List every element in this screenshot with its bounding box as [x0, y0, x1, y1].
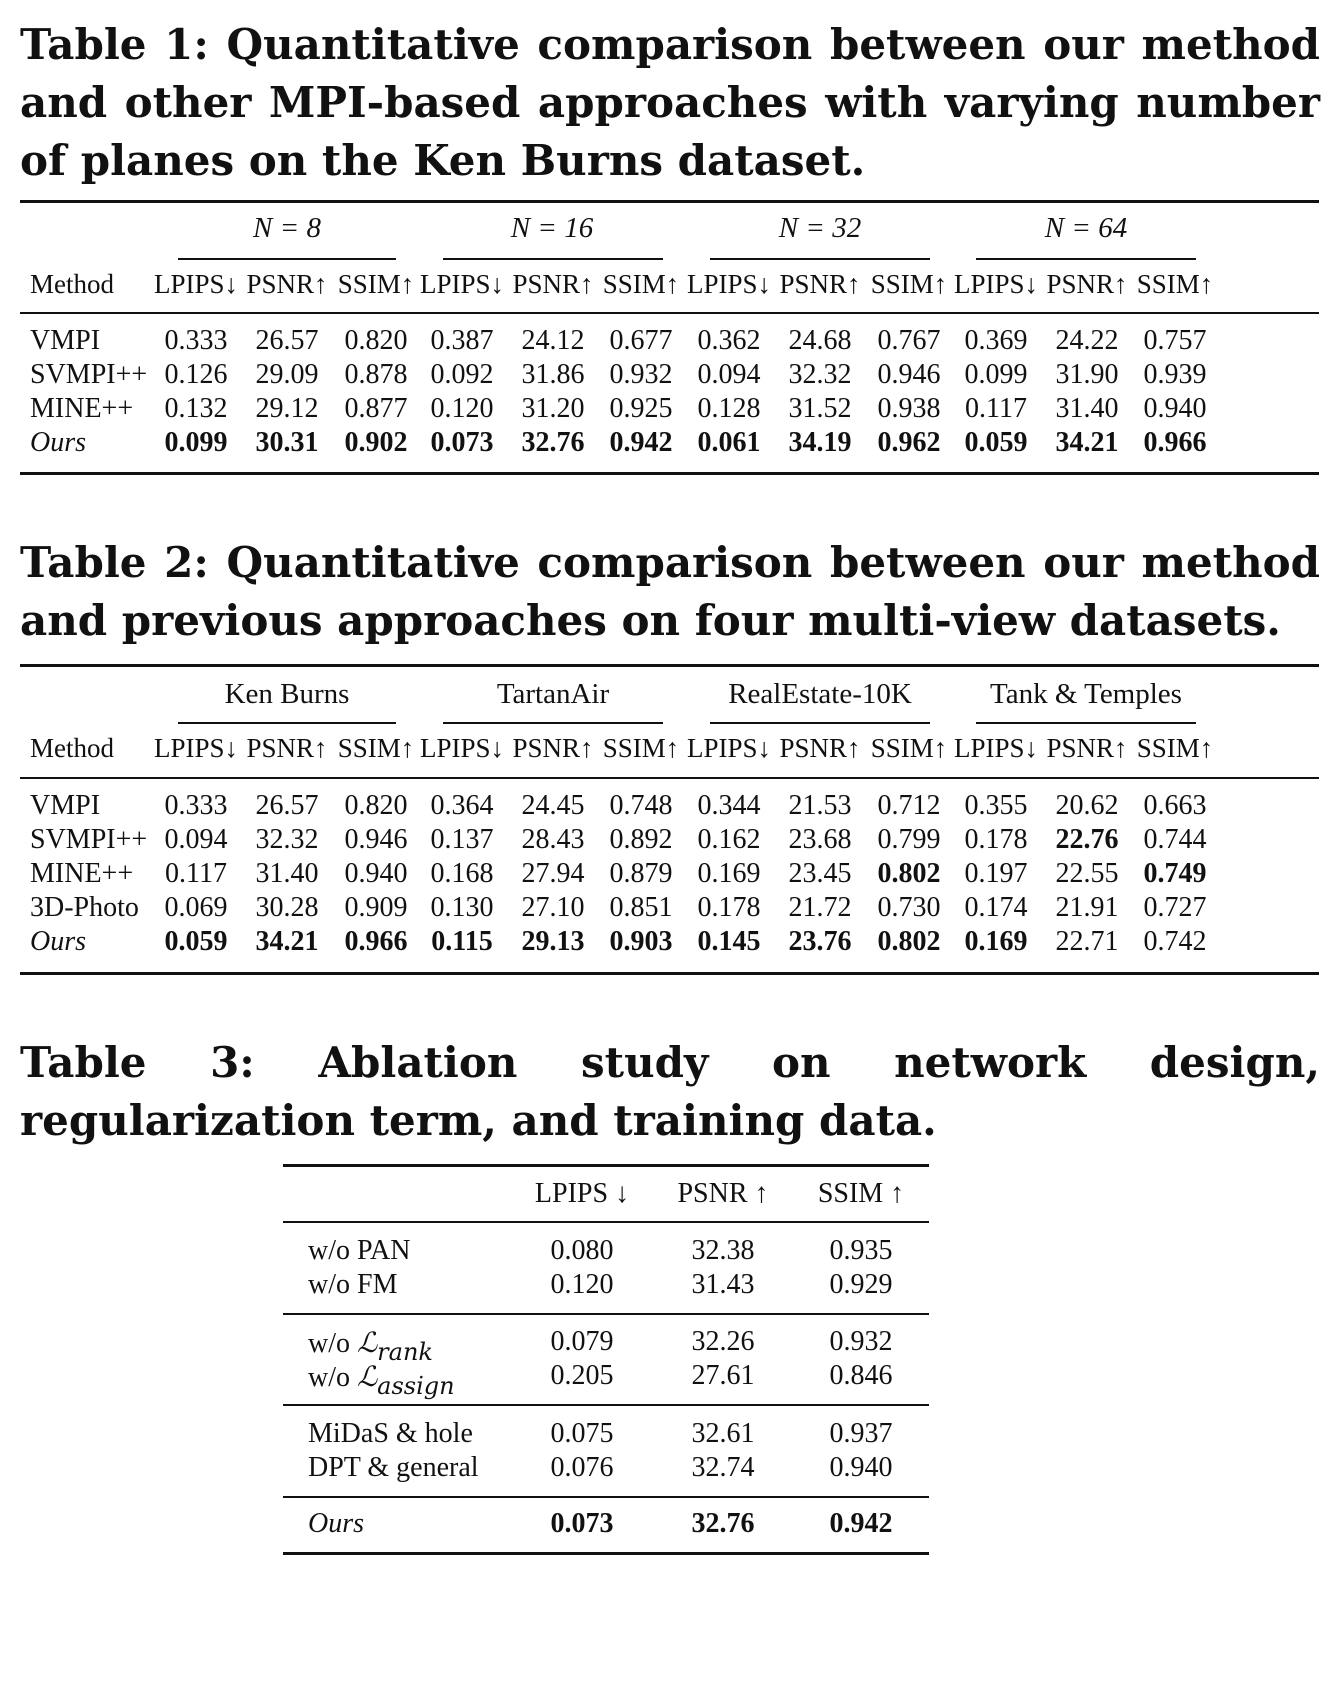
- table-cell: 0.094: [697, 359, 761, 390]
- table-cell: 32.76: [521, 427, 585, 458]
- table1-mid-rule: [20, 312, 1319, 314]
- row-method-label: MINE++: [30, 393, 134, 424]
- table-cell: 32.32: [255, 824, 319, 855]
- table-cell: 0.939: [1143, 359, 1207, 390]
- table2-group-header: TartanAir: [496, 678, 610, 710]
- table3-section-rule: [283, 1496, 929, 1498]
- table-cell: 0.966: [344, 926, 408, 957]
- table-cell: 0.962: [877, 427, 941, 458]
- table-cell: 31.90: [1055, 359, 1119, 390]
- table-cell: 0.132: [164, 393, 228, 424]
- table-cell: 31.20: [521, 393, 585, 424]
- table-cell: 0.059: [164, 926, 228, 957]
- metric-column-header: LPIPS↓: [153, 269, 239, 299]
- table2-group-rule: [178, 722, 396, 724]
- table-cell: 30.28: [255, 892, 319, 923]
- table-cell: 0.942: [609, 427, 673, 458]
- table-cell: 26.57: [255, 790, 319, 821]
- table-cell: 28.43: [521, 824, 585, 855]
- table-cell: 0.938: [877, 393, 941, 424]
- table-cell: 0.061: [697, 427, 761, 458]
- table-cell: 22.76: [1055, 824, 1119, 855]
- table-cell: 29.12: [255, 393, 319, 424]
- table-cell: 24.68: [788, 325, 852, 356]
- method-column-header: Method: [30, 733, 114, 763]
- table-cell: 34.21: [1055, 427, 1119, 458]
- table-cell: 0.851: [609, 892, 673, 923]
- table-cell: 0.120: [550, 1269, 614, 1300]
- row-method-prefix: w/o: [308, 1362, 357, 1393]
- metric-column-header: LPIPS↓: [153, 733, 239, 763]
- table-cell: 0.174: [964, 892, 1028, 923]
- table-cell: 0.073: [430, 427, 494, 458]
- table-cell: 32.26: [691, 1326, 755, 1357]
- table-cell: 0.712: [877, 790, 941, 821]
- table1-group-header: N = 8: [253, 212, 321, 244]
- table-cell: 34.19: [788, 427, 852, 458]
- table-cell: 0.092: [430, 359, 494, 390]
- table-cell: 0.128: [697, 393, 761, 424]
- metric-column-header: SSIM↑: [602, 269, 680, 299]
- table-cell: 32.38: [691, 1235, 755, 1266]
- table-cell: 0.932: [829, 1326, 893, 1357]
- metric-column-header: LPIPS ↓: [534, 1178, 630, 1209]
- table-cell: 0.137: [430, 824, 494, 855]
- table-cell: 0.355: [964, 790, 1028, 821]
- table-cell: 0.799: [877, 824, 941, 855]
- table-cell: 21.53: [788, 790, 852, 821]
- table-cell: 0.727: [1143, 892, 1207, 923]
- table-cell: 24.45: [521, 790, 585, 821]
- table-cell: 32.32: [788, 359, 852, 390]
- row-method-label: [308, 1360, 455, 1400]
- metric-column-header: PSNR↑: [512, 269, 594, 299]
- table2-top-rule: [20, 664, 1319, 667]
- table-cell: 0.387: [430, 325, 494, 356]
- table-cell: 27.10: [521, 892, 585, 923]
- table-cell: 20.62: [1055, 790, 1119, 821]
- table-cell: 0.802: [877, 858, 941, 889]
- table-cell: 0.094: [164, 824, 228, 855]
- table2-caption: Table 2: Quantitative comparison between our method and previous approaches on four multi-view datasets.: [20, 538, 1320, 645]
- table-cell: 0.730: [877, 892, 941, 923]
- metric-column-header: PSNR↑: [1046, 269, 1128, 299]
- row-method-label: Ours: [30, 427, 87, 458]
- table-cell: 0.748: [609, 790, 673, 821]
- table1-group-rule: [443, 258, 663, 260]
- table-cell: 0.178: [697, 892, 761, 923]
- loss-symbol: ℒ: [357, 1360, 378, 1393]
- table-cell: 0.820: [344, 790, 408, 821]
- table3-caption: Table 3: Ablation study on network design, regularization term, and training data.: [20, 1038, 1320, 1145]
- metric-column-header: LPIPS↓: [419, 733, 505, 763]
- loss-subscript: rank: [377, 1338, 433, 1366]
- table-cell: 0.099: [164, 427, 228, 458]
- metric-column-header: LPIPS↓: [686, 269, 772, 299]
- row-method-label: [308, 1326, 433, 1366]
- table-cell: 0.940: [1143, 393, 1207, 424]
- table-cell: 0.362: [697, 325, 761, 356]
- table-cell: 0.942: [829, 1508, 893, 1539]
- table-cell: 0.115: [431, 926, 493, 957]
- metric-column-header: PSNR↑: [779, 733, 861, 763]
- table-cell: 0.076: [550, 1452, 614, 1483]
- table-cell: 0.802: [877, 926, 941, 957]
- table-cell: 0.169: [964, 926, 1028, 957]
- table-cell: 21.91: [1055, 892, 1119, 923]
- table-cell: 0.126: [164, 359, 228, 390]
- table-cell: 30.31: [255, 427, 319, 458]
- metric-column-header: SSIM↑: [602, 733, 680, 763]
- row-method-label: DPT & general: [308, 1452, 479, 1483]
- metric-column-header: SSIM↑: [870, 733, 948, 763]
- table3-bottom-rule: [283, 1552, 929, 1555]
- metric-column-header: SSIM ↑: [817, 1178, 905, 1209]
- table-cell: 0.742: [1143, 926, 1207, 957]
- metric-column-header: SSIM↑: [1136, 733, 1214, 763]
- table-cell: 32.76: [691, 1508, 755, 1539]
- metric-column-header: LPIPS↓: [953, 733, 1039, 763]
- table-cell: 0.117: [965, 393, 1027, 424]
- metric-column-header: SSIM↑: [870, 269, 948, 299]
- table-cell: 27.94: [521, 858, 585, 889]
- table-cell: 22.71: [1055, 926, 1119, 957]
- table-cell: 29.13: [521, 926, 585, 957]
- row-method-label: MiDaS & hole: [308, 1418, 473, 1449]
- table-cell: 0.333: [164, 790, 228, 821]
- table-cell: 23.68: [788, 824, 852, 855]
- table-cell: 0.073: [550, 1508, 614, 1539]
- table3-section-rule: [283, 1313, 929, 1315]
- metric-column-header: PSNR↑: [246, 269, 328, 299]
- table-cell: 0.877: [344, 393, 408, 424]
- table3-top-rule: [283, 1164, 929, 1167]
- table-cell: 29.09: [255, 359, 319, 390]
- table-cell: 0.932: [609, 359, 673, 390]
- table-cell: 0.902: [344, 427, 408, 458]
- table-cell: 0.878: [344, 359, 408, 390]
- table-cell: 0.909: [344, 892, 408, 923]
- table-cell: 0.120: [430, 393, 494, 424]
- table2-group-rule: [443, 722, 663, 724]
- table-cell: 0.940: [829, 1452, 893, 1483]
- table-cell: 23.45: [788, 858, 852, 889]
- table-cell: 0.069: [164, 892, 228, 923]
- row-method-prefix: w/o: [308, 1328, 357, 1359]
- table-cell: 22.55: [1055, 858, 1119, 889]
- table-cell: 0.333: [164, 325, 228, 356]
- table-cell: 0.940: [344, 858, 408, 889]
- table1-group-header: N = 32: [778, 212, 862, 244]
- table-cell: 0.946: [344, 824, 408, 855]
- table-cell: 0.892: [609, 824, 673, 855]
- table-cell: 0.059: [964, 427, 1028, 458]
- table-cell: 0.846: [829, 1360, 893, 1391]
- table-cell: 0.879: [609, 858, 673, 889]
- row-method-label: w/o PAN: [308, 1235, 411, 1266]
- row-method-label: MINE++: [30, 858, 134, 889]
- row-method-label: VMPI: [30, 325, 101, 356]
- metric-column-header: SSIM↑: [1136, 269, 1214, 299]
- table-cell: 0.080: [550, 1235, 614, 1266]
- table2-group-header: Ken Burns: [224, 678, 350, 710]
- table-cell: 32.74: [691, 1452, 755, 1483]
- row-method-label: w/o FM: [308, 1269, 398, 1300]
- table1-group-header: N = 64: [1044, 212, 1128, 244]
- table-cell: 31.40: [255, 858, 319, 889]
- metric-column-header: PSNR↑: [1046, 733, 1128, 763]
- table1-top-rule: [20, 200, 1319, 203]
- loss-symbol: ℒ: [357, 1326, 378, 1359]
- table-cell: 0.099: [964, 359, 1028, 390]
- method-column-header: Method: [30, 269, 114, 299]
- table2-group-rule: [710, 722, 930, 724]
- table3-mid-rule: [283, 1221, 929, 1223]
- row-method-label: VMPI: [30, 790, 101, 821]
- table-cell: 0.197: [964, 858, 1028, 889]
- row-method-label: SVMPI++: [30, 359, 148, 390]
- table-cell: 31.40: [1055, 393, 1119, 424]
- metric-column-header: PSNR↑: [512, 733, 594, 763]
- table-cell: 0.169: [697, 858, 761, 889]
- table-cell: 0.966: [1143, 427, 1207, 458]
- table-cell: 27.61: [691, 1360, 755, 1391]
- table-cell: 24.12: [521, 325, 585, 356]
- table-cell: 0.677: [609, 325, 673, 356]
- table-cell: 24.22: [1055, 325, 1119, 356]
- table-cell: 31.43: [691, 1269, 755, 1300]
- table2-group-rule: [976, 722, 1196, 724]
- table-cell: 0.937: [829, 1418, 893, 1449]
- row-method-label: Ours: [30, 926, 87, 957]
- table-cell: 34.21: [255, 926, 319, 957]
- table-cell: 0.767: [877, 325, 941, 356]
- table-cell: 0.344: [697, 790, 761, 821]
- table-cell: 0.903: [609, 926, 673, 957]
- table-cell: 0.744: [1143, 824, 1207, 855]
- table-cell: 0.946: [877, 359, 941, 390]
- row-method-label: Ours: [308, 1508, 365, 1539]
- table-cell: 0.820: [344, 325, 408, 356]
- table-cell: 0.364: [430, 790, 494, 821]
- metric-column-header: LPIPS↓: [419, 269, 505, 299]
- table1-group-rule: [710, 258, 930, 260]
- metric-column-header: PSNR ↑: [677, 1178, 769, 1209]
- table1-group-rule: [976, 258, 1196, 260]
- table-cell: 0.168: [430, 858, 494, 889]
- table2-bottom-rule: [20, 972, 1319, 975]
- metric-column-header: SSIM↑: [337, 269, 415, 299]
- table2-group-header: Tank & Temples: [990, 678, 1182, 710]
- table-cell: 0.145: [697, 926, 761, 957]
- table-cell: 26.57: [255, 325, 319, 356]
- metric-column-header: PSNR↑: [246, 733, 328, 763]
- table3-section-rule: [283, 1404, 929, 1406]
- table1-bottom-rule: [20, 472, 1319, 475]
- table1-group-rule: [178, 258, 396, 260]
- table-cell: 0.749: [1143, 858, 1207, 889]
- table-cell: 21.72: [788, 892, 852, 923]
- table2-group-header: RealEstate-10K: [728, 678, 912, 710]
- metric-column-header: PSNR↑: [779, 269, 861, 299]
- table2-mid-rule: [20, 777, 1319, 779]
- table-cell: 0.205: [550, 1360, 614, 1391]
- table-cell: 0.178: [964, 824, 1028, 855]
- metric-column-header: LPIPS↓: [686, 733, 772, 763]
- metric-column-header: SSIM↑: [337, 733, 415, 763]
- table1-caption: Table 1: Quantitative comparison between our method and other MPI-based approaches with varying number of planes on the Ken Burns dataset.: [20, 20, 1320, 185]
- table-cell: 0.929: [829, 1269, 893, 1300]
- metric-column-header: LPIPS↓: [953, 269, 1039, 299]
- table1-group-header: N = 16: [510, 212, 594, 244]
- table-cell: 0.117: [165, 858, 227, 889]
- table-cell: 31.52: [788, 393, 852, 424]
- table-cell: 0.757: [1143, 325, 1207, 356]
- table-cell: 23.76: [788, 926, 852, 957]
- table-cell: 0.369: [964, 325, 1028, 356]
- table-cell: 0.925: [609, 393, 673, 424]
- row-method-label: SVMPI++: [30, 824, 148, 855]
- table-cell: 31.86: [521, 359, 585, 390]
- table-cell: 0.663: [1143, 790, 1207, 821]
- table-cell: 0.935: [829, 1235, 893, 1266]
- table-cell: 0.162: [697, 824, 761, 855]
- table-cell: 32.61: [691, 1418, 755, 1449]
- table-cell: 0.075: [550, 1418, 614, 1449]
- row-method-label: 3D-Photo: [30, 892, 139, 923]
- loss-subscript: assign: [377, 1372, 455, 1400]
- table-cell: 0.079: [550, 1326, 614, 1357]
- table-cell: 0.130: [430, 892, 494, 923]
